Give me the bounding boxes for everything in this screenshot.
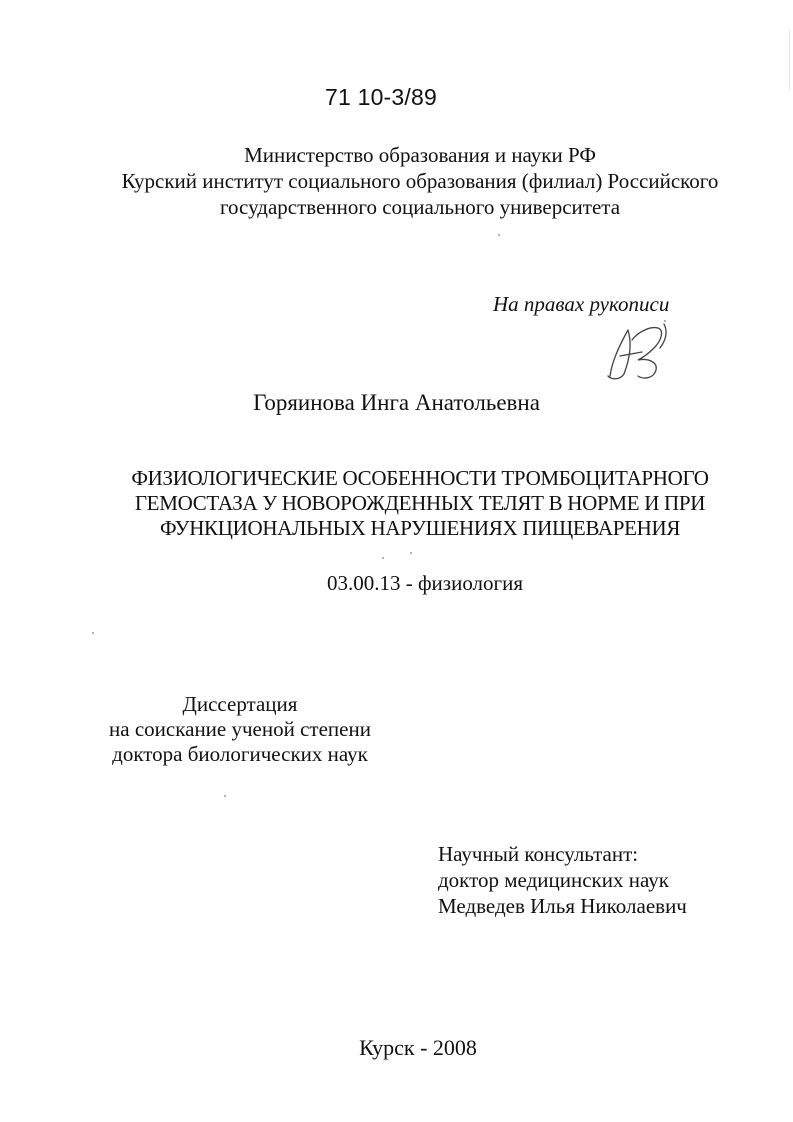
author-name: Горяинова Инга Анатольевна: [253, 390, 540, 415]
degree-line: Диссертация: [182, 692, 298, 716]
supervisor-line: Научный консультант:: [438, 842, 639, 866]
title-line: ГЕМОСТАЗА У НОВОРОЖДЕННЫХ ТЕЛЯТ В НОРМЕ И ПРИ: [134, 491, 706, 515]
scan-edge-line: [789, 30, 790, 90]
supervisor-line: доктор медицинских наук: [438, 868, 669, 892]
supervisor-line: Медведев Илья Николаевич: [438, 894, 687, 918]
organization-line: Министерство образования и науки РФ: [244, 143, 596, 167]
title-line: ФУНКЦИОНАЛЬНЫХ НАРУШЕНИЯХ ПИЩЕВАРЕНИЯ: [159, 516, 681, 540]
scan-speck: [664, 320, 666, 322]
city-year: Курск - 2008: [359, 1035, 477, 1060]
scan-speck: [224, 795, 226, 797]
dissertation-title: [60, 466, 780, 541]
organization-block: [60, 142, 780, 220]
scan-speck: [410, 552, 412, 554]
catalog-number: 71 10-3/89: [325, 84, 437, 110]
scan-speck: [382, 557, 384, 559]
degree-block: [100, 692, 380, 767]
scan-speck: [92, 632, 94, 634]
scan-speck: [498, 234, 500, 236]
supervisor-block: [438, 841, 687, 919]
organization-line: государственного социального университета: [219, 195, 621, 219]
degree-line: доктора биологических наук: [112, 742, 368, 766]
title-line: ФИЗИОЛОГИЧЕСКИЕ ОСОБЕННОСТИ ТРОМБОЦИТАРНОГО: [131, 466, 709, 490]
signature-icon: [598, 318, 678, 388]
specialty-code: 03.00.13 - физиология: [326, 571, 524, 595]
organization-line: Курский институт социального образования (филиал) Российского: [121, 169, 719, 193]
degree-line: на соискание ученой степени: [109, 717, 371, 741]
rights-notice: На правах рукописи: [493, 292, 670, 316]
